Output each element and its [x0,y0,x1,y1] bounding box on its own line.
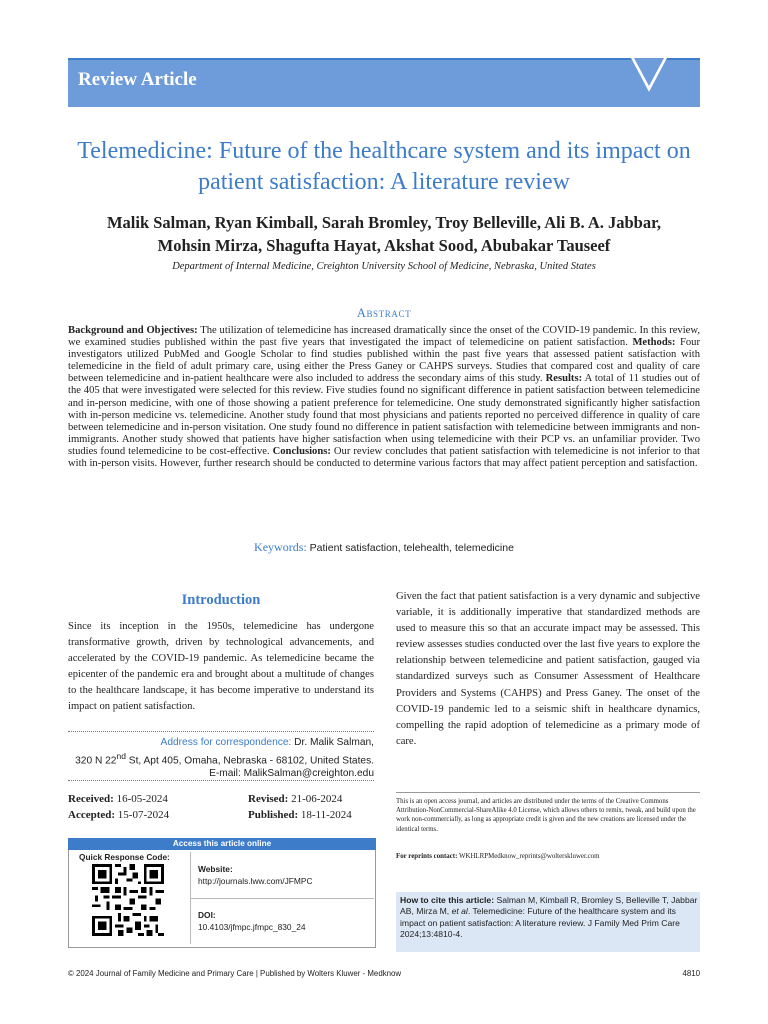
published-value: 18-11-2024 [298,809,352,821]
revised-label: Revised: [248,793,289,805]
abstract-methods-label: Methods: [632,337,676,349]
abstract-background-text: The utilization of telemedicine has increased dramatically since the onset of the COVID-19 pandemic. In this review, we examined studies published within the past five years that investigated the impact of telemedicine on patient satisfaction. [68,325,700,349]
abstract-heading: Abstract [356,306,412,320]
article-type-label: Review Article [78,69,197,90]
divider [190,898,374,899]
keywords-text: Patient satisfaction, telehealth, telemedicine [306,542,514,554]
doi-label: DOI: [198,910,216,920]
received-value: 16-05-2024 [113,793,168,805]
correspondence-address [68,750,374,768]
reprints-label: For reprints contact: [396,853,458,860]
affiliation: Department of Internal Medicine, Creighton University School of Medicine, Nebraska, United States [172,261,596,272]
keywords [68,540,700,555]
received-label: Received: [68,793,114,805]
article-title: Telemedicine: Future of the healthcare system and its impact on patient satisfaction: A literature review [77,138,691,195]
published-date [248,809,352,821]
revised-value: 21-06-2024 [288,793,343,805]
introduction-heading: Introduction [181,592,261,608]
license-text: This is an open access journal, and articles are distributed under the terms of the Creative Commons Attribution-NonCommercial-ShareAlike 4.0 License, which allows others to remix, tweak, and build upon the work non-commercially, as long as appropriate credit is given and the new creations are licensed under the identical terms. [396,798,696,833]
citation-part: Salman M, Kimball R, Bromley S, Belleville T, Jabbar AB, Mirza M, [400,895,698,917]
revised-date [248,793,342,805]
address-superscript: nd [116,750,126,761]
website-label: Website: [198,864,233,874]
authors-line: Mohsin Mirza, Shagufta Hayat, Akshat Sood, Abubakar Tauseef [157,236,611,255]
reprints-contact [396,853,700,860]
correspondence-block [68,736,374,781]
abstract-results-text: A total of 11 studies out of the 405 that were investigated were selected for this review. Five studies found no significant difference in patient satisfaction between telemedicine and in-person medicine, with one of those showing a patient preference for telemedicine. One study demonstrated significantly higher satisfaction with in-person medicine vs. telemedicine. Another study found that most physicians and patients reported no perceived difference in quality of care between telemedicine and in-person visitation. One study found no difference in patient satisfaction with telemedicine between immigrants and non-immigrants. Another study showed that patients have higher satisfaction when using telemedicine with their PCP vs. an unfamiliar provider. Two studies found telemedicine to be cost-effective. [68,373,700,457]
published-label: Published: [248,809,299,821]
abstract-results-label: Results: [545,373,583,385]
correspondence-label: Address for correspondence: [160,737,292,748]
citation-text [400,895,698,940]
doi-link[interactable]: 10.4103/jfmpc.jfmpc_830_24 [198,922,306,932]
introduction-paragraph-left: Since its inception in the 1950s, telemedicine has undergone transformative growth, driven by technological advancements, and accelerated by the COVID-19 pandemic. As telemedicine became the epicenter of the pandemic era and brought about a multitude of changes to the healthcare landscape, it has become imperative to understand its impact on patient satisfaction. [68,621,374,713]
abstract-body [68,325,700,470]
qr-code-icon[interactable] [92,864,164,936]
introduction-paragraph-right: Given the fact that patient satisfaction is a very dynamic and subjective variable, it is additionally imperative that standardized methods are used to measure this so that an accurate impact may be assessed. This review assesses studies conducted over the last five years to explore the relationship between telemedicine and patient satisfaction, gauged via standardized surveys such as Consumer Assessment of Healthcare Providers and Systems (CAHPS) and Press Ganey. The onset of the COVID-19 pandemic led to a seismic shift in healthcare dynamics, compelling the rapid adoption of telemedicine as a primary mode of care. [396,591,700,747]
authors-line: Malik Salman, Ryan Kimball, Sarah Bromley, Troy Belleville, Ali B. A. Jabbar, [106,213,662,232]
abstract-conclusions-label: Conclusions: [272,445,331,457]
correspondence-name-line [68,736,374,750]
accepted-value: 15-07-2024 [115,809,170,821]
citation-label: How to cite this article: [400,895,495,905]
author-list [60,211,708,257]
abstract-background-label: Background and Objectives: [68,325,198,336]
reprints-email[interactable]: WKHLRPMedknow_reprints@wolterskluwer.com [457,853,600,860]
footer-copyright: © 2024 Journal of Family Medicine and Primary Care | Published by Wolters Kluwer - Medknow [68,969,402,978]
accepted-date [68,809,169,821]
correspondence-name: Dr. Malik Salman, [291,737,374,748]
accepted-label: Accepted: [68,809,116,821]
divider [68,780,374,781]
page-number: 4810 [682,969,700,978]
access-heading: Access this article online [68,838,376,850]
qr-code-label: Quick Response Code: [79,852,170,862]
keywords-label: Keywords: [254,540,307,554]
abstract-conclusions-text: Our review concludes that patient satisfaction with telemedicine is not inferior to that with in-person visits. However, further research should be conducted to determine various factors that may affect patient perception and satisfaction. [68,445,700,470]
address-part: St, Apt 405, Omaha, Nebraska - 68102, United States. [125,754,374,766]
correspondence-email[interactable]: E-mail: MalikSalman@creighton.edu [209,768,374,780]
address-part: 320 N 22 [75,754,117,766]
abstract-methods-text: Four investigators utilized PubMed and Google Scholar to find studies published within the past five years that assessed patient satisfaction with telemedicine in the field of adult primary care, using either the Press Ganey or CAHPS surveys. Studies that compared cost and quality of care between telemedicine and in-patient healthcare were also included to address the secondary aims of this study. [68,337,700,385]
citation-part: . Telemedicine: Future of the healthcare system and its impact on patient satisfaction: A literature review. J Family Med Prim Care 2024;13:4810-4. [400,906,680,939]
citation-etal: et al [451,906,468,917]
website-link[interactable]: http://journals.lww.com/JFMPC [198,876,313,886]
divider [396,792,700,793]
divider [68,731,374,732]
received-date [68,793,168,805]
